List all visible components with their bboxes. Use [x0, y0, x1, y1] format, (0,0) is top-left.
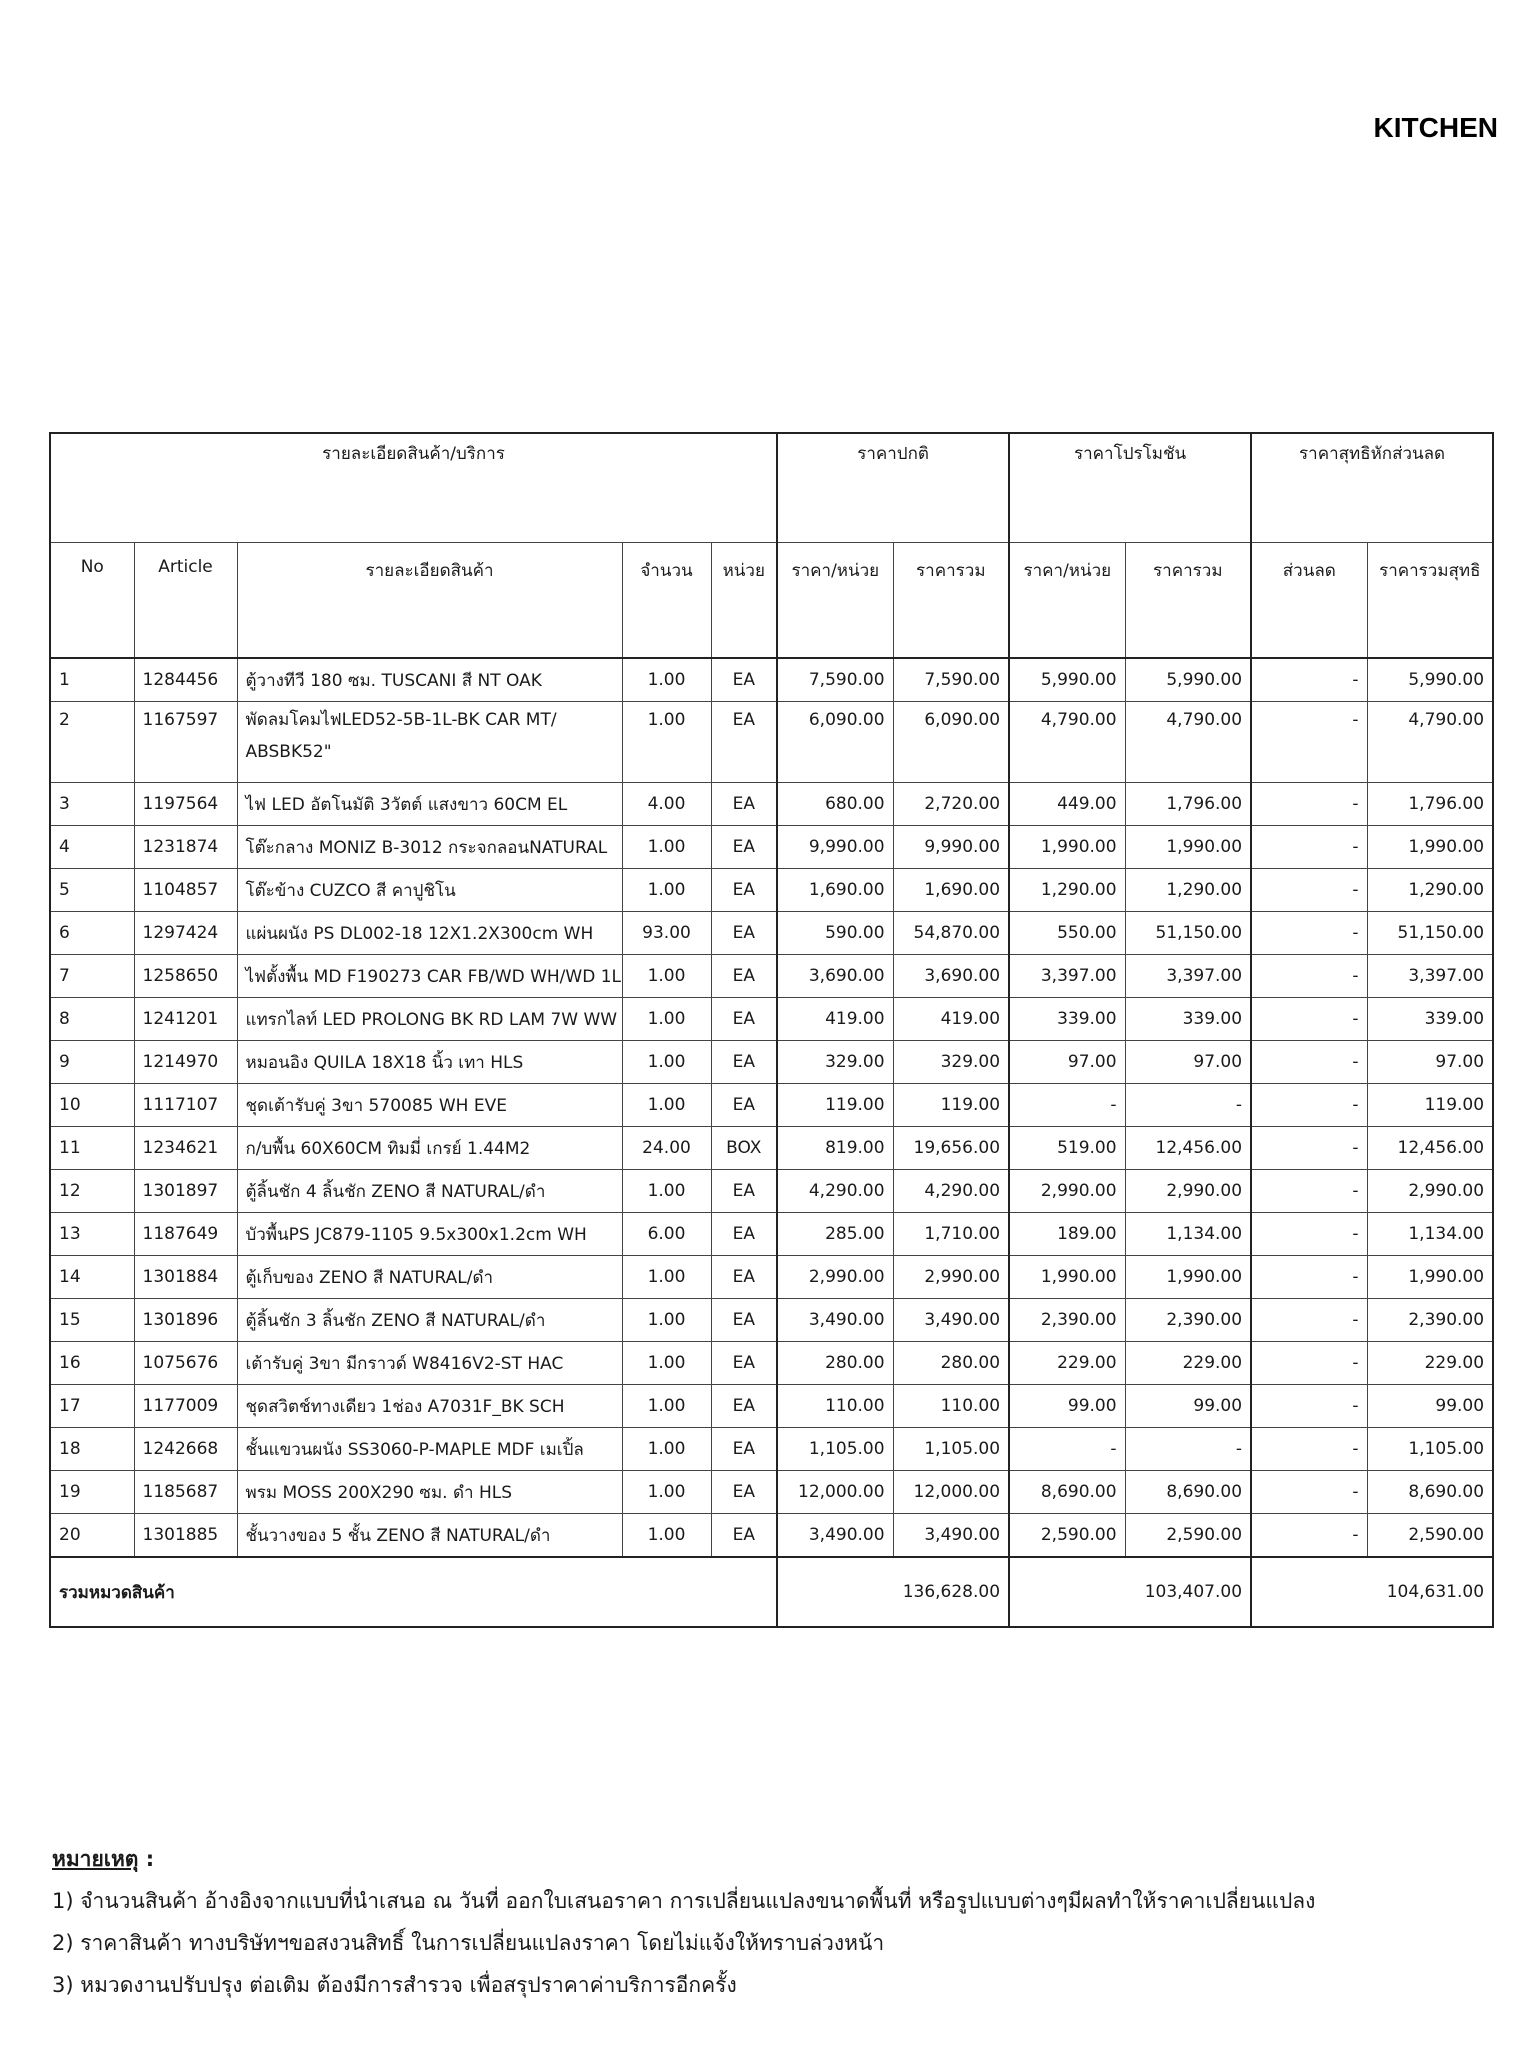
col-header-qty: จำนวน [622, 543, 711, 659]
cell-promo-total: 1,134.00 [1125, 1213, 1251, 1256]
cell-qty: 24.00 [622, 1127, 711, 1170]
cell-regular-total: 119.00 [893, 1084, 1009, 1127]
cell-net-total: 97.00 [1367, 1041, 1493, 1084]
cell-promo-total: 8,690.00 [1125, 1471, 1251, 1514]
cell-article: 1242668 [134, 1428, 237, 1471]
cell-no: 13 [50, 1213, 134, 1256]
cell-article: 1167597 [134, 702, 237, 783]
cell-no: 17 [50, 1385, 134, 1428]
group-header-promo-price: ราคาโปรโมชัน [1009, 433, 1251, 543]
cell-regular-total: 3,490.00 [893, 1299, 1009, 1342]
cell-promo-total: 1,796.00 [1125, 783, 1251, 826]
cell-no: 4 [50, 826, 134, 869]
cell-no: 1 [50, 658, 134, 702]
cell-promo-total: 12,456.00 [1125, 1127, 1251, 1170]
cell-qty: 1.00 [622, 658, 711, 702]
cell-unit: EA [711, 1299, 777, 1342]
cell-regular-total: 7,590.00 [893, 658, 1009, 702]
totals-regular: 136,628.00 [777, 1557, 1009, 1627]
cell-regular-unit-price: 590.00 [777, 912, 893, 955]
cell-description: ตู้ลิ้นชัก 3 ลิ้นชัก ZENO สี NATURAL/ดำ [237, 1299, 622, 1342]
cell-discount: - [1251, 1342, 1367, 1385]
cell-article: 1301885 [134, 1514, 237, 1558]
cell-regular-total: 2,720.00 [893, 783, 1009, 826]
cell-promo-unit-price: 2,590.00 [1009, 1514, 1125, 1558]
cell-regular-unit-price: 419.00 [777, 998, 893, 1041]
cell-qty: 1.00 [622, 1299, 711, 1342]
cell-discount: - [1251, 1385, 1367, 1428]
group-header-details: รายละเอียดสินค้า/บริการ [50, 433, 777, 543]
cell-net-total: 51,150.00 [1367, 912, 1493, 955]
cell-net-total: 3,397.00 [1367, 955, 1493, 998]
cell-regular-unit-price: 285.00 [777, 1213, 893, 1256]
cell-promo-unit-price: 97.00 [1009, 1041, 1125, 1084]
cell-discount: - [1251, 1041, 1367, 1084]
cell-net-total: 1,796.00 [1367, 783, 1493, 826]
cell-promo-total: - [1125, 1084, 1251, 1127]
cell-promo-total: 3,397.00 [1125, 955, 1251, 998]
cell-qty: 1.00 [622, 1084, 711, 1127]
cell-article: 1241201 [134, 998, 237, 1041]
cell-promo-unit-price: - [1009, 1084, 1125, 1127]
cell-no: 5 [50, 869, 134, 912]
table-row [50, 998, 1493, 1041]
note-line-2: 2) ราคาสินค้า ทางบริษัทฯขอสงวนสิทธิ์ ในการเปลี่ยนแปลงราคา โดยไม่แจ้งให้ทราบล่วงหน้า [52, 1931, 885, 1955]
note-line-3: 3) หมวดงานปรับปรุง ต่อเติม ต้องมีการสำรวจ เพื่อสรุปราคาค่าบริการอีกครั้ง [52, 1973, 737, 1997]
table-row [50, 1127, 1493, 1170]
cell-regular-total: 19,656.00 [893, 1127, 1009, 1170]
cell-article: 1187649 [134, 1213, 237, 1256]
table-row [50, 783, 1493, 826]
cell-discount: - [1251, 1471, 1367, 1514]
quotation-table [49, 432, 1494, 1628]
cell-description: โต๊ะกลาง MONIZ B-3012 กระจกลอนNATURAL [237, 826, 622, 869]
cell-regular-unit-price: 1,690.00 [777, 869, 893, 912]
cell-unit: EA [711, 783, 777, 826]
cell-description: ตู้เก็บของ ZENO สี NATURAL/ดำ [237, 1256, 622, 1299]
note-line-1: 1) จำนวนสินค้า อ้างอิงจากแบบที่นำเสนอ ณ วันที่ ออกใบเสนอราคา การเปลี่ยนแปลงขนาดพื้นที่ หรือรูปแบบต่างๆมีผลทำให้ราคาเปลี่ยนแปลง [52, 1889, 1316, 1913]
cell-unit: EA [711, 1342, 777, 1385]
cell-qty: 1.00 [622, 1041, 711, 1084]
cell-net-total: 1,990.00 [1367, 1256, 1493, 1299]
cell-description: พัดลมโคมไฟLED52-5B-1L-BK CAR MT/ ABSBK52" [237, 702, 622, 783]
table-row [50, 1170, 1493, 1213]
cell-unit: EA [711, 1256, 777, 1299]
cell-article: 1177009 [134, 1385, 237, 1428]
cell-qty: 1.00 [622, 869, 711, 912]
col-header-promo-total: ราคารวม [1125, 543, 1251, 659]
cell-description: บัวพื้นPS JC879-1105 9.5x300x1.2cm WH [237, 1213, 622, 1256]
cell-discount: - [1251, 826, 1367, 869]
cell-discount: - [1251, 1514, 1367, 1558]
cell-promo-unit-price: 229.00 [1009, 1342, 1125, 1385]
cell-no: 6 [50, 912, 134, 955]
cell-qty: 1.00 [622, 1256, 711, 1299]
table-row [50, 702, 1493, 783]
cell-discount: - [1251, 783, 1367, 826]
cell-unit: EA [711, 869, 777, 912]
cell-qty: 1.00 [622, 1342, 711, 1385]
cell-net-total: 12,456.00 [1367, 1127, 1493, 1170]
cell-article: 1301896 [134, 1299, 237, 1342]
cell-article: 1258650 [134, 955, 237, 998]
cell-description: แทรกไลท์ LED PROLONG BK RD LAM 7W WW [237, 998, 622, 1041]
cell-unit: EA [711, 702, 777, 783]
cell-article: 1297424 [134, 912, 237, 955]
cell-net-total: 1,290.00 [1367, 869, 1493, 912]
cell-no: 20 [50, 1514, 134, 1558]
totals-row [50, 1557, 1493, 1627]
group-header-regular-price: ราคาปกติ [777, 433, 1009, 543]
cell-promo-unit-price: 8,690.00 [1009, 1471, 1125, 1514]
cell-net-total: 8,690.00 [1367, 1471, 1493, 1514]
cell-regular-unit-price: 680.00 [777, 783, 893, 826]
cell-article: 1284456 [134, 658, 237, 702]
cell-article: 1197564 [134, 783, 237, 826]
cell-description: หมอนอิง QUILA 18X18 นิ้ว เทา HLS [237, 1041, 622, 1084]
notes-title-text: หมายเหตุ [52, 1847, 139, 1871]
table-row [50, 955, 1493, 998]
cell-promo-total: 5,990.00 [1125, 658, 1251, 702]
cell-regular-total: 9,990.00 [893, 826, 1009, 869]
cell-description: เต้ารับคู่ 3ขา มีกราวด์ W8416V2-ST HAC [237, 1342, 622, 1385]
cell-promo-total: 1,990.00 [1125, 1256, 1251, 1299]
cell-description: ชุดสวิตช์ทางเดียว 1ช่อง A7031F_BK SCH [237, 1385, 622, 1428]
cell-unit: EA [711, 1170, 777, 1213]
cell-regular-total: 2,990.00 [893, 1256, 1009, 1299]
totals-label: รวมหมวดสินค้า [50, 1557, 777, 1627]
totals-promo: 103,407.00 [1009, 1557, 1251, 1627]
cell-qty: 1.00 [622, 826, 711, 869]
cell-net-total: 2,990.00 [1367, 1170, 1493, 1213]
cell-regular-total: 110.00 [893, 1385, 1009, 1428]
cell-unit: EA [711, 658, 777, 702]
table-row [50, 912, 1493, 955]
cell-promo-unit-price: 519.00 [1009, 1127, 1125, 1170]
cell-no: 19 [50, 1471, 134, 1514]
cell-description: ชั้นวางของ 5 ชั้น ZENO สี NATURAL/ดำ [237, 1514, 622, 1558]
cell-promo-unit-price: 339.00 [1009, 998, 1125, 1041]
notes-section [52, 1838, 1492, 2006]
cell-promo-total: 1,990.00 [1125, 826, 1251, 869]
col-header-no: No [50, 543, 134, 659]
cell-promo-unit-price: 2,990.00 [1009, 1170, 1125, 1213]
cell-net-total: 5,990.00 [1367, 658, 1493, 702]
cell-description: ชั้นแขวนผนัง SS3060-P-MAPLE MDF เมเปิ้ล [237, 1428, 622, 1471]
cell-promo-unit-price: 2,390.00 [1009, 1299, 1125, 1342]
cell-promo-unit-price: 99.00 [1009, 1385, 1125, 1428]
table-row [50, 1471, 1493, 1514]
cell-qty: 93.00 [622, 912, 711, 955]
cell-qty: 1.00 [622, 955, 711, 998]
cell-article: 1104857 [134, 869, 237, 912]
cell-no: 18 [50, 1428, 134, 1471]
cell-promo-total: 339.00 [1125, 998, 1251, 1041]
cell-unit: EA [711, 912, 777, 955]
cell-article: 1117107 [134, 1084, 237, 1127]
cell-regular-total: 12,000.00 [893, 1471, 1009, 1514]
cell-discount: - [1251, 1084, 1367, 1127]
cell-article: 1075676 [134, 1342, 237, 1385]
cell-promo-total: 229.00 [1125, 1342, 1251, 1385]
notes-title [52, 1838, 1492, 1880]
cell-no: 10 [50, 1084, 134, 1127]
cell-promo-unit-price: 5,990.00 [1009, 658, 1125, 702]
cell-no: 3 [50, 783, 134, 826]
col-header-net-total: ราคารวมสุทธิ [1367, 543, 1493, 659]
cell-regular-unit-price: 4,290.00 [777, 1170, 893, 1213]
cell-regular-total: 419.00 [893, 998, 1009, 1041]
cell-net-total: 2,390.00 [1367, 1299, 1493, 1342]
cell-promo-unit-price: - [1009, 1428, 1125, 1471]
cell-article: 1234621 [134, 1127, 237, 1170]
cell-regular-unit-price: 3,690.00 [777, 955, 893, 998]
cell-no: 8 [50, 998, 134, 1041]
cell-discount: - [1251, 869, 1367, 912]
cell-article: 1301884 [134, 1256, 237, 1299]
group-header-net-price: ราคาสุทธิหักส่วนลด [1251, 433, 1493, 543]
cell-discount: - [1251, 658, 1367, 702]
cell-no: 16 [50, 1342, 134, 1385]
cell-promo-total: 1,290.00 [1125, 869, 1251, 912]
cell-qty: 1.00 [622, 998, 711, 1041]
cell-promo-total: 99.00 [1125, 1385, 1251, 1428]
cell-unit: BOX [711, 1127, 777, 1170]
cell-regular-unit-price: 819.00 [777, 1127, 893, 1170]
cell-unit: EA [711, 1471, 777, 1514]
cell-regular-total: 329.00 [893, 1041, 1009, 1084]
cell-description: ชุดเต้ารับคู่ 3ขา 570085 WH EVE [237, 1084, 622, 1127]
cell-regular-total: 54,870.00 [893, 912, 1009, 955]
cell-net-total: 4,790.00 [1367, 702, 1493, 783]
cell-regular-unit-price: 6,090.00 [777, 702, 893, 783]
cell-regular-total: 3,690.00 [893, 955, 1009, 998]
cell-discount: - [1251, 1170, 1367, 1213]
col-header-regular-total: ราคารวม [893, 543, 1009, 659]
cell-regular-unit-price: 119.00 [777, 1084, 893, 1127]
cell-qty: 1.00 [622, 1385, 711, 1428]
cell-regular-total: 4,290.00 [893, 1170, 1009, 1213]
cell-regular-total: 1,105.00 [893, 1428, 1009, 1471]
cell-promo-unit-price: 1,990.00 [1009, 826, 1125, 869]
cell-promo-total: - [1125, 1428, 1251, 1471]
column-header-row [50, 543, 1493, 659]
cell-regular-total: 6,090.00 [893, 702, 1009, 783]
cell-promo-unit-price: 449.00 [1009, 783, 1125, 826]
cell-promo-total: 4,790.00 [1125, 702, 1251, 783]
cell-description: แผ่นผนัง PS DL002-18 12X1.2X300cm WH [237, 912, 622, 955]
cell-qty: 1.00 [622, 1428, 711, 1471]
table-row [50, 1514, 1493, 1558]
cell-discount: - [1251, 998, 1367, 1041]
cell-net-total: 1,105.00 [1367, 1428, 1493, 1471]
table-row [50, 1084, 1493, 1127]
table-row [50, 826, 1493, 869]
cell-regular-unit-price: 12,000.00 [777, 1471, 893, 1514]
cell-description: ไฟตั้งพื้น MD F190273 CAR FB/WD WH/WD 1L [237, 955, 622, 998]
cell-regular-unit-price: 110.00 [777, 1385, 893, 1428]
cell-promo-total: 2,390.00 [1125, 1299, 1251, 1342]
cell-no: 12 [50, 1170, 134, 1213]
cell-promo-unit-price: 550.00 [1009, 912, 1125, 955]
cell-discount: - [1251, 912, 1367, 955]
cell-unit: EA [711, 1041, 777, 1084]
cell-regular-total: 1,710.00 [893, 1213, 1009, 1256]
table-row [50, 1256, 1493, 1299]
cell-net-total: 1,134.00 [1367, 1213, 1493, 1256]
table-row [50, 1213, 1493, 1256]
cell-no: 7 [50, 955, 134, 998]
cell-unit: EA [711, 1385, 777, 1428]
cell-net-total: 1,990.00 [1367, 826, 1493, 869]
cell-promo-total: 2,590.00 [1125, 1514, 1251, 1558]
cell-net-total: 119.00 [1367, 1084, 1493, 1127]
cell-discount: - [1251, 1213, 1367, 1256]
cell-article: 1214970 [134, 1041, 237, 1084]
cell-regular-unit-price: 9,990.00 [777, 826, 893, 869]
page-title: KITCHEN [1373, 112, 1498, 143]
notes-title-colon: : [138, 1847, 155, 1871]
cell-unit: EA [711, 998, 777, 1041]
cell-regular-unit-price: 3,490.00 [777, 1299, 893, 1342]
cell-discount: - [1251, 1428, 1367, 1471]
cell-discount: - [1251, 1299, 1367, 1342]
cell-description: ก/บพื้น 60X60CM ทิมมี่ เกรย์ 1.44M2 [237, 1127, 622, 1170]
col-header-article: Article [134, 543, 237, 659]
cell-no: 9 [50, 1041, 134, 1084]
col-header-regular-unit-price: ราคา/หน่วย [777, 543, 893, 659]
cell-regular-unit-price: 2,990.00 [777, 1256, 893, 1299]
cell-promo-unit-price: 4,790.00 [1009, 702, 1125, 783]
table-row [50, 1385, 1493, 1428]
cell-unit: EA [711, 1428, 777, 1471]
cell-promo-unit-price: 1,290.00 [1009, 869, 1125, 912]
col-header-promo-unit-price: ราคา/หน่วย [1009, 543, 1125, 659]
cell-unit: EA [711, 826, 777, 869]
cell-discount: - [1251, 1127, 1367, 1170]
cell-regular-total: 3,490.00 [893, 1514, 1009, 1558]
cell-qty: 1.00 [622, 702, 711, 783]
cell-promo-unit-price: 189.00 [1009, 1213, 1125, 1256]
cell-unit: EA [711, 1514, 777, 1558]
cell-qty: 4.00 [622, 783, 711, 826]
table-row [50, 869, 1493, 912]
cell-no: 11 [50, 1127, 134, 1170]
cell-regular-unit-price: 7,590.00 [777, 658, 893, 702]
table-row [50, 1428, 1493, 1471]
cell-promo-total: 2,990.00 [1125, 1170, 1251, 1213]
group-header-row [50, 433, 1493, 543]
cell-article: 1185687 [134, 1471, 237, 1514]
cell-net-total: 2,590.00 [1367, 1514, 1493, 1558]
cell-description: ตู้ลิ้นชัก 4 ลิ้นชัก ZENO สี NATURAL/ดำ [237, 1170, 622, 1213]
cell-net-total: 229.00 [1367, 1342, 1493, 1385]
cell-regular-total: 280.00 [893, 1342, 1009, 1385]
cell-discount: - [1251, 1256, 1367, 1299]
cell-promo-unit-price: 3,397.00 [1009, 955, 1125, 998]
totals-net: 104,631.00 [1251, 1557, 1493, 1627]
table-row [50, 658, 1493, 702]
cell-regular-total: 1,690.00 [893, 869, 1009, 912]
col-header-unit: หน่วย [711, 543, 777, 659]
cell-qty: 1.00 [622, 1471, 711, 1514]
cell-discount: - [1251, 702, 1367, 783]
col-header-discount: ส่วนลด [1251, 543, 1367, 659]
col-header-description: รายละเอียดสินค้า [237, 543, 622, 659]
cell-article: 1231874 [134, 826, 237, 869]
cell-unit: EA [711, 955, 777, 998]
cell-regular-unit-price: 329.00 [777, 1041, 893, 1084]
cell-promo-unit-price: 1,990.00 [1009, 1256, 1125, 1299]
cell-promo-total: 97.00 [1125, 1041, 1251, 1084]
cell-qty: 1.00 [622, 1514, 711, 1558]
cell-regular-unit-price: 1,105.00 [777, 1428, 893, 1471]
cell-no: 14 [50, 1256, 134, 1299]
cell-description: โต๊ะข้าง CUZCO สี คาปูชิโน [237, 869, 622, 912]
cell-regular-unit-price: 280.00 [777, 1342, 893, 1385]
cell-net-total: 99.00 [1367, 1385, 1493, 1428]
cell-description: ไฟ LED อัตโนมัติ 3วัตต์ แสงขาว 60CM EL [237, 783, 622, 826]
cell-unit: EA [711, 1084, 777, 1127]
cell-promo-total: 51,150.00 [1125, 912, 1251, 955]
cell-description: พรม MOSS 200X290 ซม. ดำ HLS [237, 1471, 622, 1514]
cell-qty: 1.00 [622, 1170, 711, 1213]
table-row [50, 1342, 1493, 1385]
cell-qty: 6.00 [622, 1213, 711, 1256]
cell-regular-unit-price: 3,490.00 [777, 1514, 893, 1558]
cell-description: ตู้วางทีวี 180 ซม. TUSCANI สี NT OAK [237, 658, 622, 702]
table-row [50, 1299, 1493, 1342]
cell-no: 2 [50, 702, 134, 783]
table-row [50, 1041, 1493, 1084]
cell-unit: EA [711, 1213, 777, 1256]
cell-no: 15 [50, 1299, 134, 1342]
cell-net-total: 339.00 [1367, 998, 1493, 1041]
cell-discount: - [1251, 955, 1367, 998]
cell-article: 1301897 [134, 1170, 237, 1213]
